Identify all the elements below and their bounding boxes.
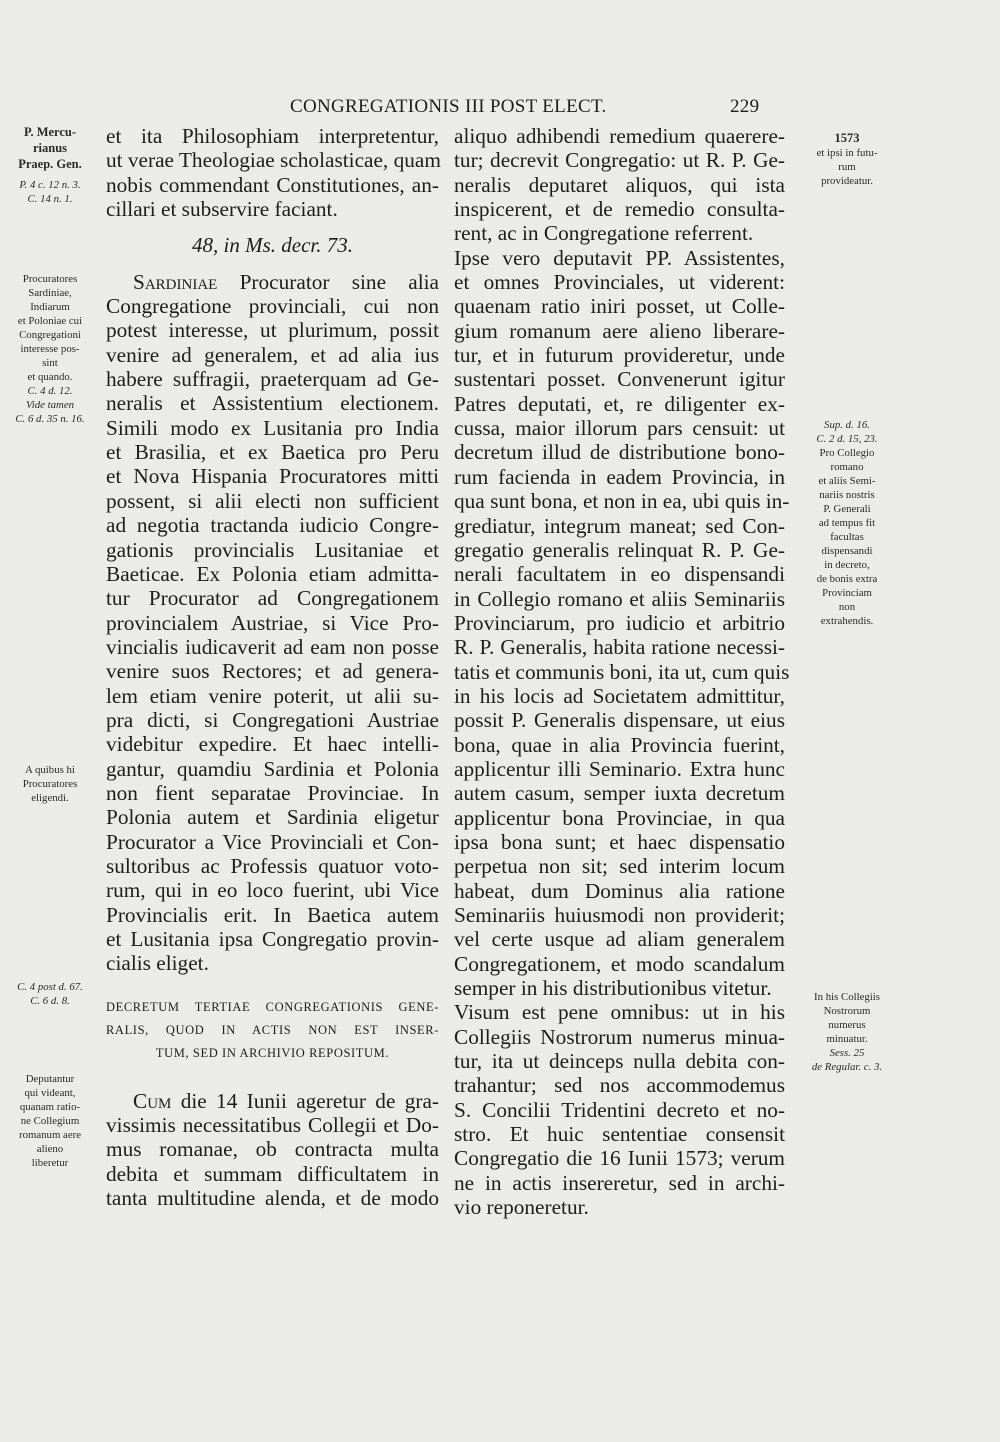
- text-line: videbitur expedire. Et haec intelli-: [106, 732, 439, 757]
- text-line: R. P. Generalis, habita ratione necessi-: [454, 635, 785, 660]
- text-line: applicentur bona Provinciae, in qua: [454, 805, 785, 830]
- margin-line: P. Generali: [823, 503, 871, 515]
- text-line: neralis deputaret aliquos, qui ista: [454, 172, 785, 197]
- margin-line: P. Mercu-: [23, 125, 77, 139]
- text-line: possit P. Generalis dispensare, ut eius: [454, 708, 785, 733]
- text-line: Provinciarum, pro iudicio et arbitrio: [454, 610, 785, 635]
- decree-heading-line: RALIS, QUOD IN ACTIS NON EST INSER-: [106, 1022, 439, 1037]
- text-line: stro. Et huic sententiae consensit: [454, 1122, 785, 1147]
- margin-line: Nostrorum: [823, 1005, 871, 1017]
- text-line: applicentur illi Seminario. Extra hunc: [454, 756, 785, 781]
- text-line: ne in actis insereretur, sed in archi-: [454, 1170, 785, 1195]
- text-line: possent, si alii electi non sufficient: [106, 488, 439, 513]
- margin-ref: C. 2 d. 15, 23.: [816, 433, 878, 445]
- margin-line: extrahendis.: [820, 615, 874, 627]
- margin-line: alieno: [36, 1143, 64, 1155]
- margin-line: de bonis extra: [816, 573, 878, 585]
- margin-note-nostrorum: [796, 990, 898, 1074]
- margin-ref: de Regular. c. 3.: [811, 1061, 883, 1073]
- text-line: neralis et Assistentium electionem.: [106, 391, 439, 416]
- text-line: venire suos Rectores; et ad genera-: [106, 659, 439, 684]
- text-line: ipsa bona sunt; et haec dispensatio: [454, 829, 785, 854]
- text-line: decretum illud de distributione bono-: [454, 440, 785, 465]
- text-line: trahantur; sed nos accommodemus: [454, 1073, 785, 1098]
- text-line: lem etiam venire poterit, ut alii su-: [106, 683, 439, 708]
- text-line: mus romanae, ob contracta multa: [106, 1137, 439, 1162]
- page-header: [0, 96, 1000, 126]
- drop-word: Sardiniae: [133, 269, 218, 294]
- margin-line: Procuratores: [22, 778, 78, 790]
- margin-line: romanum aere: [18, 1129, 82, 1141]
- text-line: cillari et subservire faciant.: [106, 197, 338, 222]
- decree-heading-line: TUM, SED IN ARCHIVIO REPOSITUM.: [155, 1045, 390, 1060]
- margin-line: Congregationi: [19, 329, 81, 341]
- text-line: habeat, dum Dominus alia ratione: [454, 878, 785, 903]
- text-line: tur, et in futurum provideretur, unde: [454, 343, 785, 368]
- margin-note-a-quibus: [4, 763, 96, 805]
- margin-ref: C. 4 post d. 67.: [17, 981, 83, 993]
- margin-ref: Sess. 25: [829, 1047, 865, 1059]
- text-line: Seminariis huiusmodi non providerit;: [454, 903, 785, 927]
- text-line: potest interesse, ut plurimum, possit: [106, 318, 439, 343]
- margin-ref: C. 14 n. 1.: [27, 193, 73, 205]
- text-line: Procurator a Vice Provinciali et Con-: [106, 829, 439, 854]
- text-line: ut verae Theologiae scholasticae, quam: [106, 148, 441, 173]
- right-text-column: [454, 124, 790, 1220]
- text-line: tur; decrevit Congregatio: ut R. P. Ge-: [454, 148, 785, 173]
- text-line: cussa, maior illorum pars censuit: ut: [454, 416, 785, 441]
- text-line: tur, ita ut deinceps nulla debita con-: [454, 1049, 785, 1074]
- margin-ref: C. 4 d. 12.: [27, 385, 73, 397]
- text-line: debita et summam difficultatem in: [106, 1161, 439, 1186]
- text-line: pra dicti, si Congregationi Austriae: [106, 707, 439, 732]
- margin-line: A quibus hi: [25, 764, 75, 776]
- margin-year: 1573: [834, 131, 860, 145]
- text-line: Ipse vero deputavit PP. Assistentes,: [454, 245, 785, 270]
- text-line: grediatur, integrum maneat; sed Con-: [454, 513, 785, 538]
- text-line: gium romanum aere alieno liberare-: [454, 318, 785, 343]
- text-line: Congregatio die 16 Iunii 1573; verum: [454, 1146, 785, 1171]
- text-line: habere suffragii, praeterquam ad Ge-: [106, 367, 439, 392]
- text-line: quaenam ratio iniri posset, ut Colle-: [454, 294, 785, 319]
- text-line: tanta multitudine alenda, et de modo: [106, 1186, 439, 1211]
- margin-line: sint: [42, 357, 58, 369]
- text-fragment: die 14 Iunii ageretur de gra-: [171, 1088, 439, 1113]
- text-fragment: Procurator sine alia: [217, 269, 439, 294]
- text-line: gantur, quamdiu Sardinia et Polonia: [106, 756, 439, 781]
- margin-line: nariis nostris: [819, 489, 875, 501]
- text-line: in Collegio romano et aliis Seminariis: [454, 586, 785, 611]
- decree-heading-line: DECRETUM TERTIAE CONGREGATIONIS GENE-: [106, 999, 439, 1014]
- margin-line: minuatur.: [826, 1033, 868, 1045]
- text-line: non fient separatae Provinciae. In: [106, 780, 439, 805]
- text-line: Simili modo ex Lusitania pro India: [106, 415, 439, 440]
- margin-line: numerus: [828, 1019, 866, 1031]
- text-line: Congregatione provinciali, cui non: [106, 294, 439, 319]
- text-line: S. Concilii Tridentini decreto et no-: [454, 1097, 785, 1122]
- text-line: Polonia autem et Sardinia eligetur: [106, 805, 439, 830]
- margin-line: ad tempus fit: [818, 517, 876, 529]
- text-line: venire ad generalem, et ad alia ius: [106, 342, 439, 367]
- margin-ref: C. 6 d. 8.: [30, 995, 70, 1007]
- running-title: CONGREGATIONIS III POST ELECT.: [290, 96, 607, 117]
- margin-ref: C. 6 d. 35 n. 16.: [15, 413, 85, 425]
- text-line: Provincialis erit. In Baetica autem: [106, 902, 439, 927]
- text-line: vel certe usque ad aliam generalem: [454, 927, 785, 952]
- page-number: 229: [730, 96, 760, 117]
- margin-line: In his Collegiis: [814, 991, 880, 1003]
- margin-ref: P. 4 c. 12 n. 3.: [19, 179, 81, 191]
- text-line: et ita Philosophiam interpretentur,: [106, 124, 439, 148]
- margin-line: qui videant,: [24, 1087, 76, 1099]
- text-line: nobis commendant Constitutiones, an-: [106, 172, 439, 197]
- margin-ref: Sup. d. 16.: [824, 419, 870, 431]
- text-line: nerali facultatem in eo dispensandi: [454, 562, 785, 587]
- text-line: ad negotia tractanda iudicio Congre-: [106, 513, 439, 538]
- text-line: Collegiis Nostrorum numerus minua-: [454, 1024, 785, 1049]
- drop-word: Cum: [133, 1088, 172, 1113]
- margin-line: Praep. Gen.: [18, 157, 82, 171]
- text-line: sultoribus ac Professis quatuor voto-: [106, 853, 439, 878]
- text-line: tur Procurator ad Congregationem: [106, 586, 439, 611]
- text-line: vio reponeretur.: [454, 1195, 589, 1220]
- text-line: vincialis iudicaverit ad eam non posse: [106, 634, 439, 659]
- margin-ref: Vide tamen: [25, 399, 75, 411]
- text-line: [106, 1089, 439, 1113]
- margin-line: interesse pos-: [20, 343, 80, 355]
- margin-line: in decreto,: [824, 559, 870, 571]
- text-line: gationis provincialis Lusitaniae et: [106, 537, 439, 562]
- margin-line: romano: [830, 461, 864, 473]
- margin-line: Provinciam: [822, 587, 872, 599]
- margin-line: provideatur.: [821, 175, 873, 187]
- text-line: vissimis necessitatibus Collegii et Do-: [106, 1113, 439, 1138]
- margin-line: eligendi.: [31, 792, 69, 804]
- margin-note-deputantur: [4, 1072, 96, 1170]
- margin-note-procuratores: [4, 272, 96, 426]
- text-line: aliquo adhibendi remedium quaerere-: [454, 124, 785, 148]
- margin-line: Pro Collegio: [819, 447, 875, 459]
- margin-line: et quando.: [27, 371, 73, 383]
- margin-line: liberetur: [31, 1157, 69, 1169]
- text-line: rum facienda in eadem Provincia, in: [454, 464, 785, 489]
- margin-note-year: [796, 130, 898, 188]
- margin-line: Procuratores: [22, 273, 78, 285]
- section-subheading: 48, in Ms. decr. 73.: [192, 233, 353, 258]
- margin-line: rianus: [32, 141, 68, 155]
- text-line: Baeticae. Ex Polonia etiam admitta-: [106, 561, 439, 586]
- text-line: sustentari posset. Convenerunt igitur: [454, 367, 785, 392]
- text-line: et Nova Hispania Procuratores mitti: [106, 464, 439, 489]
- margin-line: rum: [838, 161, 856, 173]
- text-line: semper in his distributionibus vitetur.: [454, 976, 772, 1001]
- margin-note-mercurianus: [4, 124, 96, 206]
- text-line: Visum est pene omnibus: ut in his: [454, 1000, 785, 1025]
- margin-line: Sardiniae,: [28, 287, 72, 299]
- margin-note-pro-collegio: [796, 418, 898, 628]
- text-line: provincialem Austriae, si Vice Pro-: [106, 610, 439, 635]
- text-line: perpetua non sit; sed interim locum: [454, 854, 785, 879]
- margin-note-refs: [4, 980, 96, 1008]
- text-line: gregatio generalis relinquat R. P. Ge-: [454, 537, 785, 562]
- margin-line: ne Collegium: [20, 1115, 80, 1127]
- text-line: tatis et communis boni, ita ut, cum quis: [454, 659, 790, 684]
- text-line: cialis eliget.: [106, 951, 209, 976]
- text-line: et Brasilia, et ex Baetica pro Peru: [106, 440, 439, 465]
- margin-line: quanam ratio-: [19, 1101, 81, 1113]
- margin-line: et Poloniae cui: [17, 315, 83, 327]
- margin-line: facultas: [830, 531, 864, 543]
- text-line: inspicerent, et de remedio consulta-: [454, 197, 785, 222]
- text-line: in his locis ad Societatem admittitur,: [454, 683, 785, 708]
- decree-heading: [106, 996, 439, 1065]
- text-line: Patres deputati, et, re diligenter ex-: [454, 391, 785, 416]
- margin-line: dispensandi: [821, 545, 873, 557]
- margin-line: et aliis Semi-: [818, 475, 876, 487]
- text-line: et omnes Provinciales, ut viderent:: [454, 270, 785, 295]
- text-line: rent, ac in Congregatione referrent.: [454, 221, 754, 246]
- text-line: autem casum, semper iuxta decretum: [454, 781, 785, 806]
- text-line: et Lusitania ipsa Congregatio provin-: [106, 927, 439, 951]
- margin-line: non: [838, 601, 856, 613]
- margin-line: Deputantur: [25, 1073, 75, 1085]
- text-line: Congregationem, et modo scandalum: [454, 951, 785, 976]
- text-line: qua sunt bona, et non in ea, ubi quis in-: [454, 489, 790, 514]
- text-line: [106, 270, 439, 294]
- left-text-column: [106, 124, 439, 1210]
- text-line: bona, quae in alia Provincia fuerint,: [454, 732, 785, 757]
- text-line: rum, qui in eo loco fuerint, ubi Vice: [106, 878, 439, 903]
- margin-line: Indiarum: [30, 301, 70, 313]
- margin-line: et ipsi in futu-: [816, 147, 878, 159]
